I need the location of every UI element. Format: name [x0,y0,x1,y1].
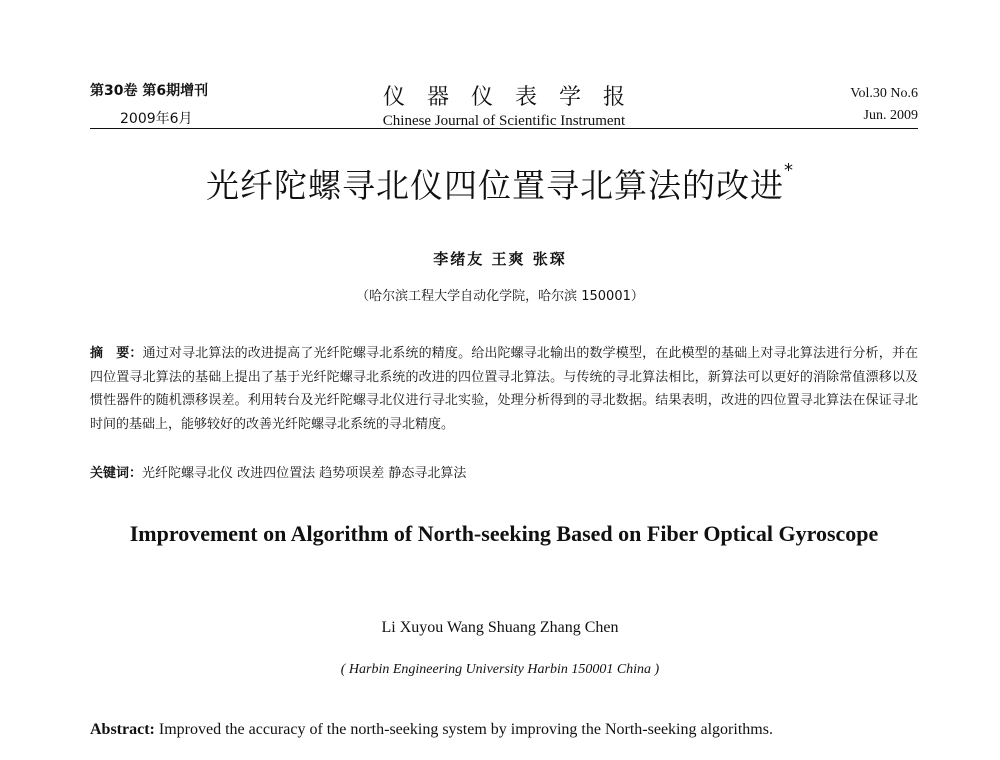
abstract-cn [90,342,918,436]
keywords-cn [90,462,918,481]
issue-date-en: Jun. 2009 [863,108,918,123]
keywords-cn-label: 关键词： [90,466,143,481]
authors-en: Li Xuyou Wang Shuang Zhang Chen [381,619,619,636]
journal-header [90,80,918,130]
abstract-en-text: Improved the accuracy of the north-seeking system by improving the North-seeking algorithms. [158,721,773,738]
volume-issue: 第30卷 第6期增刊 [90,83,209,99]
abstract-cn-text: 通过对寻北算法的改进提高了光纤陀螺寻北系统的精度。给出陀螺寻北输出的数学模型，在此模型的基础上对寻北算法进行分析，并在四位置寻北算法的基础上提出了基于光纤陀螺寻北系统的改进的四位置寻北算法。与传统的寻北算法相比，新算法可以更好的消除常值漂移以及惯性器件的随机漂移误差。利用转台及光纤陀螺寻北仪进行寻北实验，处理分析得到的寻北数据。结果表明，改进的四位置寻北算法在保证寻北时间的基础上，能够较好的改善光纤陀螺寻北系统的寻北精度。 [90,346,918,432]
journal-name-cn: 仪器仪表学报 [382,85,647,110]
affiliation-en: ( Harbin Engineering University Harbin 150001 China ) [340,662,660,677]
volume-info-en [850,86,918,124]
journal-name-en: Chinese Journal of Scientific Instrument [382,113,626,129]
abstract-cn-label: 摘 要： [90,346,143,361]
paper-title-cn [0,160,1000,207]
volume-issue-en: Vol.30 No.6 [850,86,918,101]
abstract-en-label: Abstract: [90,721,155,738]
journal-name [90,80,918,130]
paper-title-cn-text: 光纤陀螺寻北仪四位置寻北算法的改进 [206,166,784,205]
affiliation-cn: （哈尔滨工程大学自动化学院，哈尔滨 150001） [356,289,644,304]
header-rule [90,128,918,129]
paper-title-en: Improvement on Algorithm of North-seeking Based on Fiber Optical Gyroscope [129,521,879,546]
keywords-cn-text: 光纤陀螺寻北仪 改进四位置法 趋势项误差 静态寻北算法 [142,466,467,481]
issue-date-cn: 2009年6月 [120,111,193,127]
authors-cn: 李绪友 王爽 张琛 [433,250,567,268]
abstract-en [90,718,918,742]
footnote-mark: * [784,160,794,181]
